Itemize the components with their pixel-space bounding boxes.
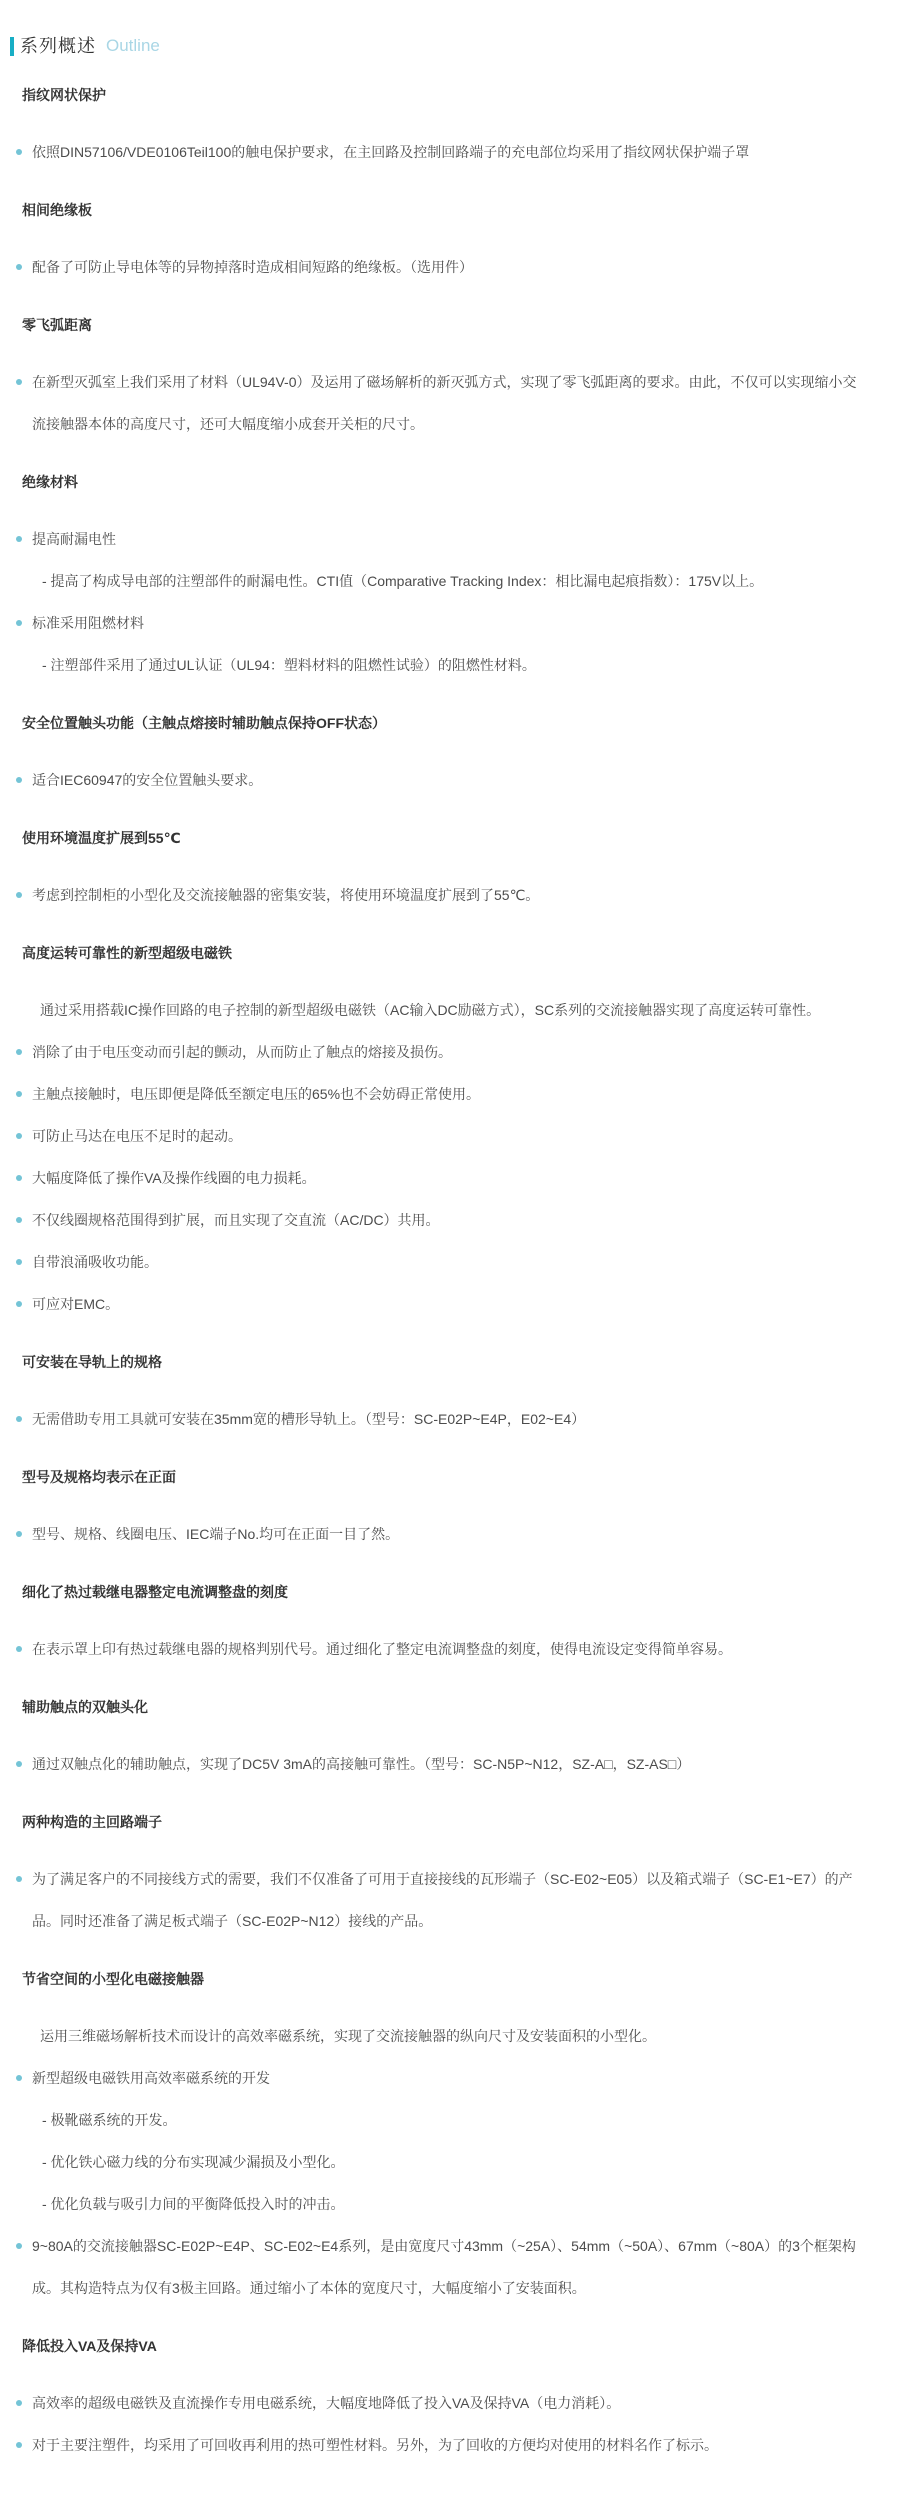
section-heading: 安全位置触头功能（主触点熔接时辅助触点保持OFF状态） (22, 715, 386, 731)
section-heading: 高度运转可靠性的新型超级电磁铁 (22, 945, 232, 961)
bullet-dot-icon (16, 2075, 22, 2081)
bullet-item (0, 518, 870, 560)
item-text: 通过采用搭载IC操作回路的电子控制的新型超级电磁铁（AC输入DC励磁方式），SC系列的交流接触器实现了高度运转可靠性。 (40, 1002, 821, 1018)
item-text: 9~80A的交流接触器SC-E02P~E4P、SC-E02~E4系列，是由宽度尺寸43mm（~25A）、54mm（~50A）、67mm（~80A）的3个框架构成。其构造特点为仅有3极主回路。通过缩小了本体的宽度尺寸，大幅度缩小了安装面积。 (32, 2238, 856, 2296)
bullet-item (0, 131, 870, 173)
bullet-dot-icon (16, 2442, 22, 2448)
section (0, 2325, 870, 2466)
item-text: - 注塑部件采用了通过UL认证（UL94：塑料材料的阻燃性试验）的阻燃性材料。 (42, 657, 536, 673)
item-text: 在新型灭弧室上我们采用了材料（UL94V-0）及运用了磁场解析的新灭弧方式，实现了零飞弧距离的要求。由此，不仅可以实现缩小交流接触器本体的高度尺寸，还可大幅度缩小成套开关柜的尺寸。 (32, 374, 857, 432)
bullet-item (0, 2382, 870, 2424)
section (0, 1456, 870, 1555)
section-heading: 两种构造的主回路端子 (22, 1814, 162, 1830)
section-heading: 节省空间的小型化电磁接触器 (22, 1971, 204, 1987)
section-heading: 指纹网状保护 (22, 87, 106, 103)
item-text: 无需借助专用工具就可安装在35mm宽的槽形导轨上。（型号：SC-E02P~E4P，E02~E4） (32, 1411, 586, 1427)
bullet-item (0, 874, 870, 916)
bullet-dot-icon (16, 1259, 22, 1265)
item-text: - 优化铁心磁力线的分布实现减少漏损及小型化。 (42, 2154, 345, 2170)
bullet-dot-icon (16, 1531, 22, 1537)
item-text: 可应对EMC。 (32, 1296, 120, 1312)
item-text: 型号、规格、线圈电压、IEC端子No.均可在正面一目了然。 (32, 1526, 400, 1542)
item-text: 主触点接触时，电压即便是降低至额定电压的65%也不会妨碍正常使用。 (32, 1086, 481, 1102)
intro-text (0, 2015, 870, 2057)
bullet-dot-icon (16, 892, 22, 898)
bullet-item (0, 1858, 870, 1942)
item-text: 依照DIN57106/VDE0106Teil100的触电保护要求，在主回路及控制回路端子的充电部位均采用了指纹网状保护端子罩 (32, 144, 750, 160)
bullet-dot-icon (16, 536, 22, 542)
bullet-item (0, 1513, 870, 1555)
sub-item (0, 560, 870, 602)
item-text: 消除了由于电压变动而引起的颤动，从而防止了触点的熔接及损伤。 (32, 1044, 452, 1060)
accent-bar (10, 37, 14, 56)
item-text: 大幅度降低了操作VA及操作线圈的电力损耗。 (32, 1170, 316, 1186)
bullet-dot-icon (16, 1133, 22, 1139)
bullet-item (0, 1115, 870, 1157)
bullet-item (0, 2057, 870, 2099)
bullet-dot-icon (16, 1217, 22, 1223)
sub-item (0, 2099, 870, 2141)
item-text: 考虑到控制柜的小型化及交流接触器的密集安装，将使用环境温度扩展到了55℃。 (32, 887, 540, 903)
bullet-dot-icon (16, 1175, 22, 1181)
bullet-dot-icon (16, 2400, 22, 2406)
item-text: 在表示罩上印有热过载继电器的规格判别代号。通过细化了整定电流调整盘的刻度，使得电流设定变得简单容易。 (32, 1641, 732, 1657)
bullet-dot-icon (16, 1049, 22, 1055)
bullet-item (0, 1157, 870, 1199)
bullet-dot-icon (16, 379, 22, 385)
item-text: - 提高了构成导电部的注塑部件的耐漏电性。CTI值（Comparative Tracking Index：相比漏电起痕指数）：175V以上。 (42, 573, 764, 589)
sub-item (0, 644, 870, 686)
section-heading: 绝缘材料 (22, 474, 78, 490)
section (0, 1686, 870, 1785)
bullet-item (0, 1398, 870, 1440)
bullet-dot-icon (16, 264, 22, 270)
bullet-dot-icon (16, 1301, 22, 1307)
page-title: 系列概述 (20, 36, 96, 56)
bullet-dot-icon (16, 1646, 22, 1652)
section-heading: 型号及规格均表示在正面 (22, 1469, 176, 1485)
bullet-dot-icon (16, 1091, 22, 1097)
bullet-dot-icon (16, 620, 22, 626)
bullet-dot-icon (16, 149, 22, 155)
bullet-item (0, 2225, 870, 2309)
item-text: 适合IEC60947的安全位置触头要求。 (32, 772, 263, 788)
sub-item (0, 2183, 870, 2225)
item-text: 配备了可防止导电体等的异物掉落时造成相间短路的绝缘板。（选用件） (32, 259, 473, 275)
section-heading: 细化了热过载继电器整定电流调整盘的刻度 (22, 1584, 288, 1600)
section (0, 74, 870, 173)
item-text: 标准采用阻燃材料 (32, 615, 144, 631)
bullet-item (0, 2424, 870, 2466)
bullet-dot-icon (16, 777, 22, 783)
bullet-item (0, 1031, 870, 1073)
item-text: 通过双触点化的辅助触点，实现了DC5V 3mA的高接触可靠性。（型号：SC-N5P~N12，SZ-A□，SZ-AS□） (32, 1756, 691, 1772)
section-heading: 降低投入VA及保持VA (22, 2338, 157, 2354)
section-heading: 相间绝缘板 (22, 202, 92, 218)
item-text: - 极靴磁系统的开发。 (42, 2112, 177, 2128)
bullet-item (0, 1073, 870, 1115)
bullet-item (0, 1241, 870, 1283)
section (0, 1801, 870, 1942)
item-text: 提高耐漏电性 (32, 531, 116, 547)
bullet-item (0, 1628, 870, 1670)
bullet-dot-icon (16, 1876, 22, 1882)
item-text: - 优化负载与吸引力间的平衡降低投入时的冲击。 (42, 2196, 345, 2212)
section (0, 817, 870, 916)
bullet-dot-icon (16, 2243, 22, 2249)
item-text: 不仅线圈规格范围得到扩展，而且实现了交直流（AC/DC）共用。 (32, 1212, 440, 1228)
page-header (0, 34, 870, 58)
section (0, 1341, 870, 1440)
bullet-item (0, 1199, 870, 1241)
section (0, 932, 870, 1325)
item-text: 高效率的超级电磁铁及直流操作专用电磁系统，大幅度地降低了投入VA及保持VA（电力消耗）。 (32, 2395, 621, 2411)
bullet-item (0, 246, 870, 288)
section-heading: 零飞弧距离 (22, 317, 92, 333)
sub-item (0, 2141, 870, 2183)
item-text: 新型超级电磁铁用高效率磁系统的开发 (32, 2070, 270, 2086)
bullet-item (0, 361, 870, 445)
section (0, 304, 870, 445)
item-text: 对于主要注塑件，均采用了可回收再利用的热可塑性材料。另外，为了回收的方便均对使用的材料名作了标示。 (32, 2437, 718, 2453)
sections-container (0, 74, 870, 2466)
section-heading: 可安装在导轨上的规格 (22, 1354, 162, 1370)
item-text: 可防止马达在电压不足时的起动。 (32, 1128, 242, 1144)
intro-text (0, 989, 870, 1031)
section-heading: 使用环境温度扩展到55℃ (22, 830, 181, 846)
bullet-dot-icon (16, 1416, 22, 1422)
bullet-item (0, 602, 870, 644)
section (0, 1958, 870, 2309)
item-text: 运用三维磁场解析技术而设计的高效率磁系统，实现了交流接触器的纵向尺寸及安装面积的小型化。 (40, 2028, 656, 2044)
page-subtitle: Outline (106, 36, 160, 55)
section (0, 702, 870, 801)
section-heading: 辅助触点的双触头化 (22, 1699, 148, 1715)
item-text: 自带浪涌吸收功能。 (32, 1254, 158, 1270)
bullet-item (0, 1743, 870, 1785)
bullet-dot-icon (16, 1761, 22, 1767)
section (0, 461, 870, 686)
item-text: 为了满足客户的不同接线方式的需要，我们不仅准备了可用于直接接线的瓦形端子（SC-E02~E05）以及箱式端子（SC-E1~E7）的产品。同时还准备了满足板式端子（SC-E02P~N12）接线的产品。 (32, 1871, 853, 1929)
bullet-item (0, 759, 870, 801)
bullet-item (0, 1283, 870, 1325)
section (0, 189, 870, 288)
section (0, 1571, 870, 1670)
